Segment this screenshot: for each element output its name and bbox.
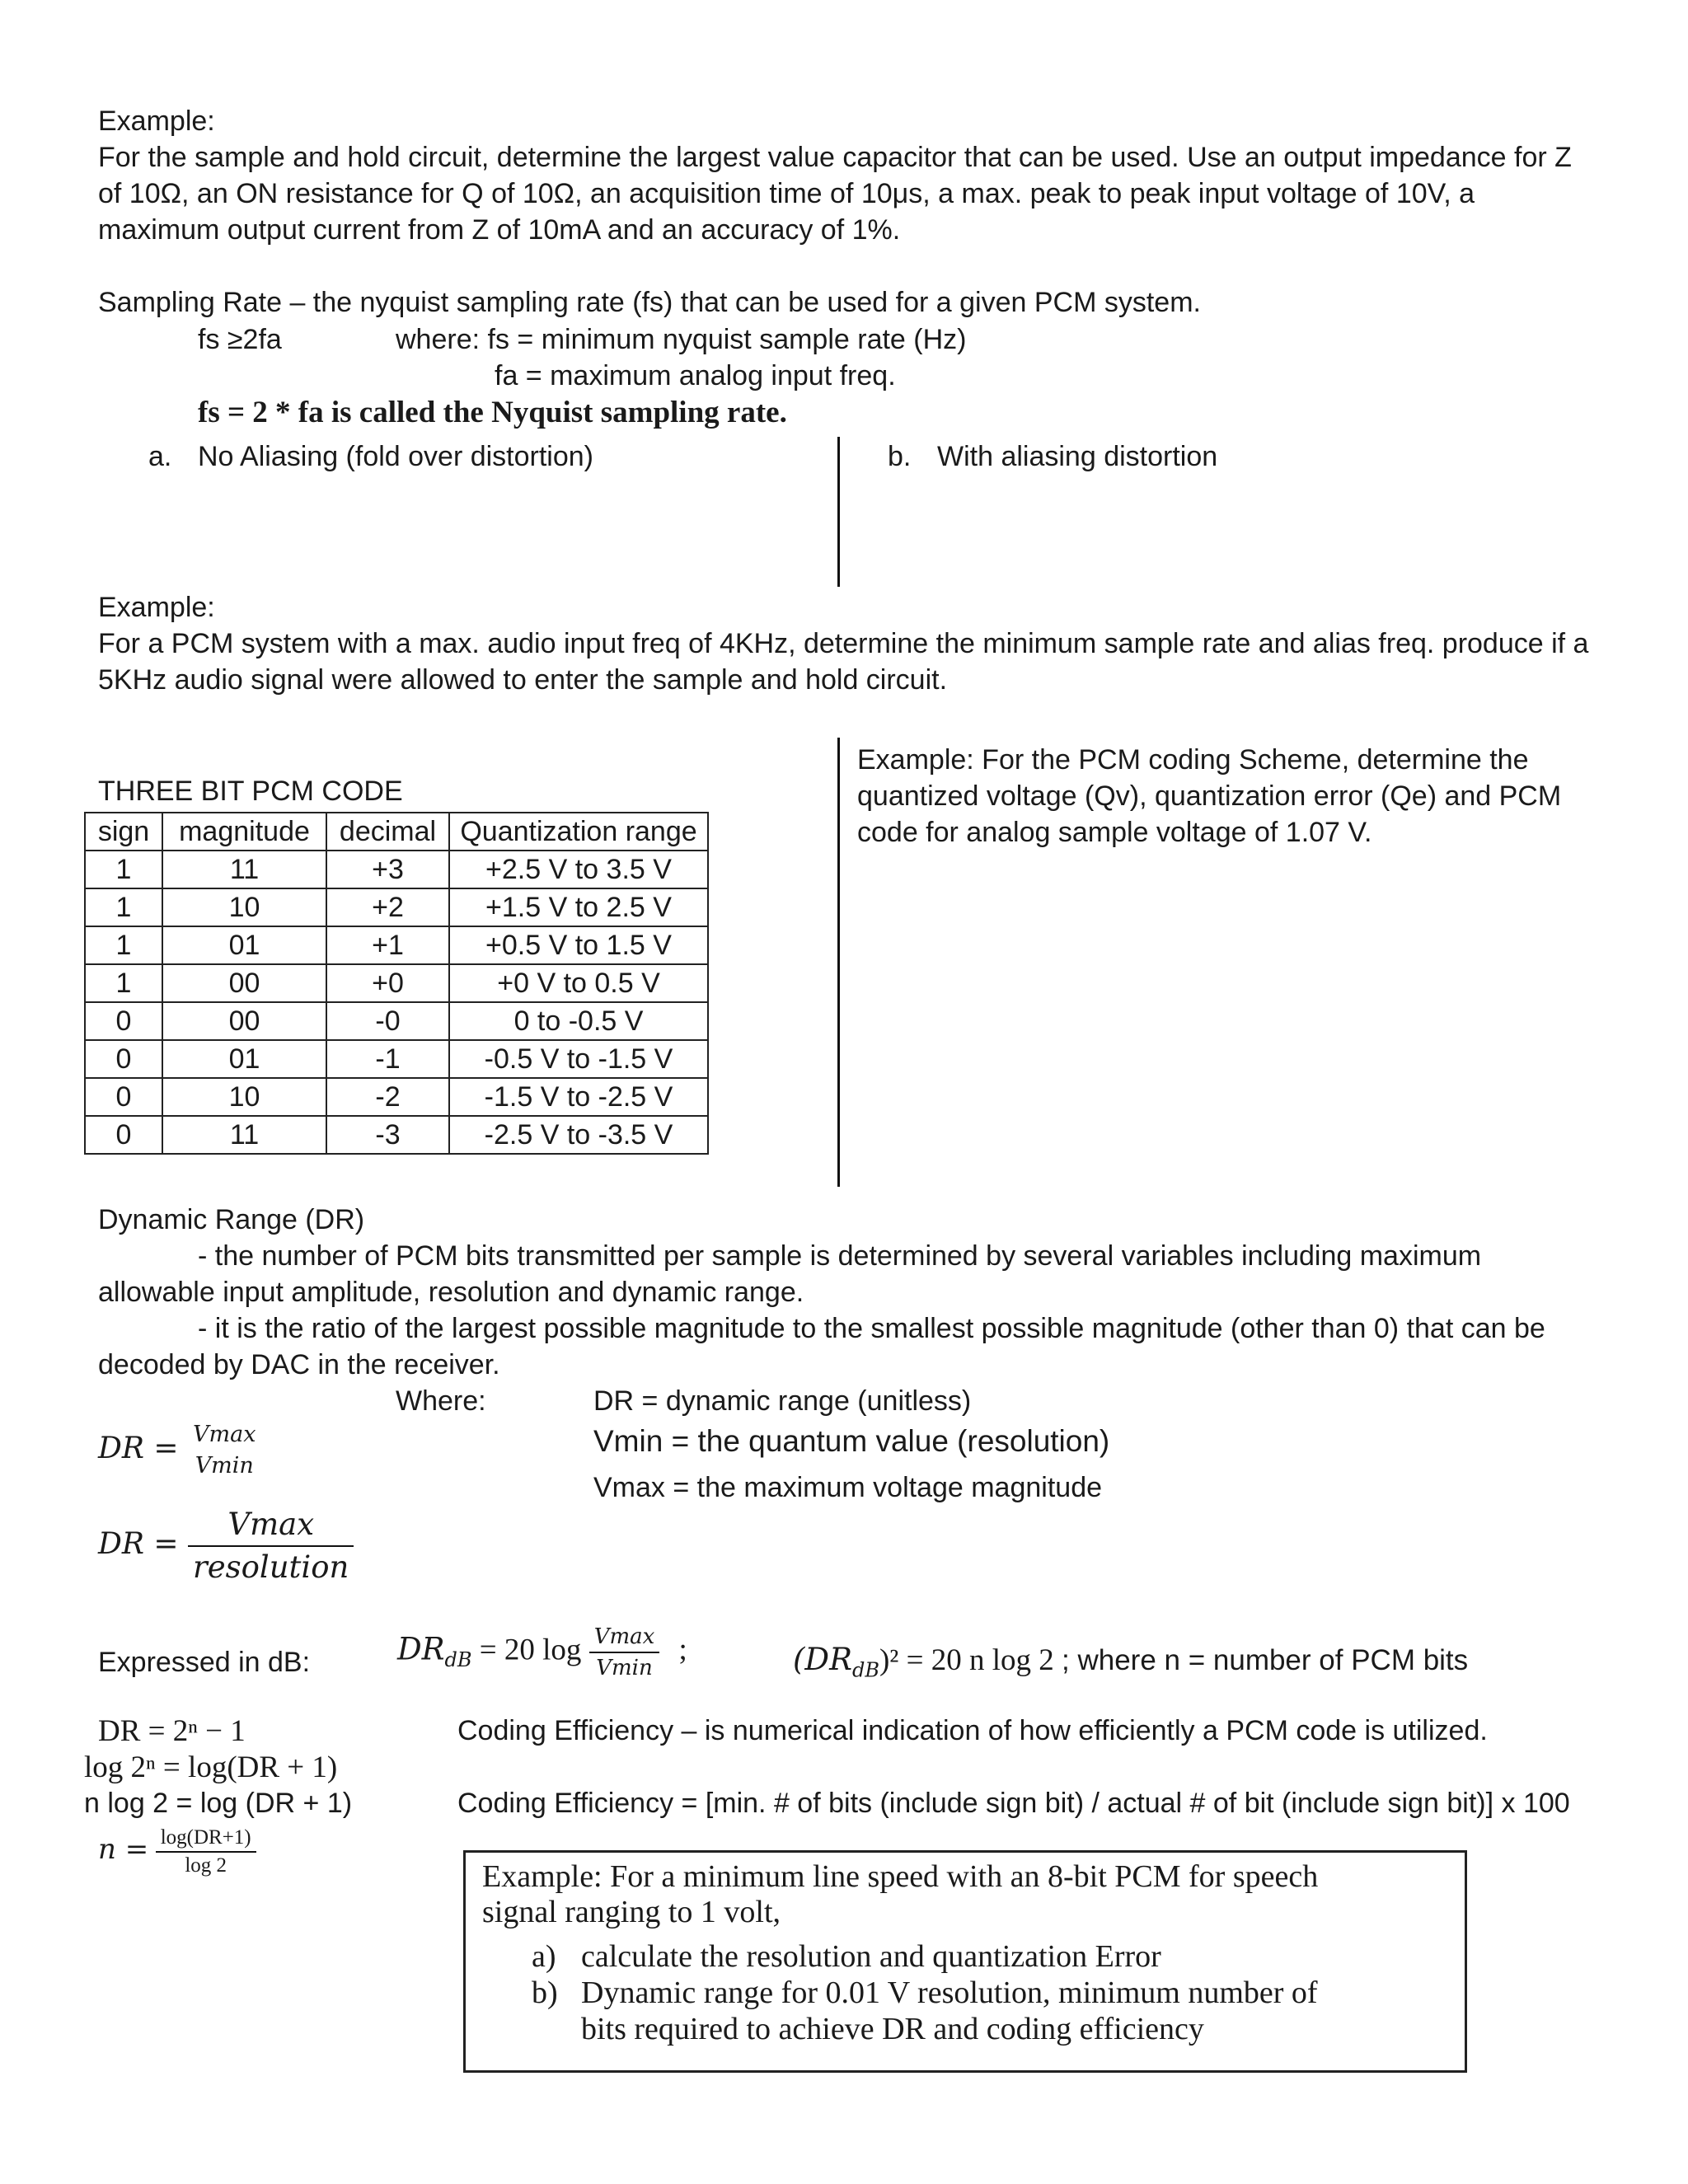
example2-heading: Example:: [98, 592, 215, 623]
cell-range: +1.5 V to 2.5 V: [449, 888, 708, 926]
resolution-denominator: resolution: [193, 1549, 349, 1585]
semicolon: ;: [678, 1633, 687, 1667]
cell-magnitude: 11: [162, 1116, 326, 1154]
cell-sign: 0: [85, 1040, 162, 1078]
dr-db2-subscript: dB: [851, 1658, 879, 1682]
example4-line-1: Example: For a minimum line speed with an 8-bit PCM for speech: [482, 1859, 1319, 1894]
dynamic-range-line-4: decoded by DAC in the receiver.: [98, 1349, 500, 1380]
header-decimal: decimal: [326, 813, 449, 851]
table-header-row: [85, 813, 708, 851]
coding-efficiency-formula: Coding Efficiency = [min. # of bits (include sign bit) / actual # of bit (include sign bit)] x 100: [457, 1788, 1570, 1819]
cell-sign: 1: [85, 926, 162, 964]
equals-sign: =: [153, 1527, 179, 1561]
dr-2n-minus-1: DR = 2ⁿ − 1: [98, 1714, 246, 1748]
cell-magnitude: 01: [162, 1040, 326, 1078]
cell-range: -0.5 V to -1.5 V: [449, 1040, 708, 1078]
example2-line-2: 5KHz audio signal were allowed to enter the sample and hold circuit.: [98, 664, 948, 696]
cell-magnitude: 10: [162, 1078, 326, 1116]
log-fraction: [156, 1825, 256, 1879]
dr-symbol: DR: [98, 1527, 144, 1561]
dr-resolution-equation: [98, 1504, 354, 1588]
cell-magnitude: 00: [162, 964, 326, 1002]
expressed-in-db-label: Expressed in dB:: [98, 1647, 311, 1678]
column-divider-top: [837, 437, 840, 587]
table-row: [85, 1002, 708, 1040]
table-row: [85, 926, 708, 964]
vmax-numerator: Vmax: [188, 1504, 354, 1547]
example3-line-1: Example: For the PCM coding Scheme, determine the: [857, 744, 1529, 776]
dr-db2-rhs: )² = 20 n log 2: [879, 1643, 1054, 1677]
vmax-over-vmin: [188, 1419, 260, 1482]
cell-magnitude: 10: [162, 888, 326, 926]
log-dr-plus-1: log(DR+1): [156, 1825, 256, 1853]
dr-db-subscript: dB: [444, 1647, 472, 1671]
dynamic-range-line-3: - it is the ratio of the largest possible magnitude to the smallest possible magnitude (other than 0) that can be: [198, 1313, 1545, 1344]
example4-a-text: calculate the resolution and quantization Error: [581, 1939, 1161, 1974]
table-row: [85, 851, 708, 888]
n-lhs: n =: [98, 1833, 149, 1866]
cell-range: -2.5 V to -3.5 V: [449, 1116, 708, 1154]
header-magnitude: magnitude: [162, 813, 326, 851]
sampling-formula: fs ≥2fa: [198, 324, 282, 355]
dynamic-range-title: Dynamic Range (DR): [98, 1204, 365, 1235]
cell-range: +0 V to 0.5 V: [449, 964, 708, 1002]
dynamic-range-line-1: - the number of PCM bits transmitted per sample is determined by several variables including maximum: [198, 1240, 1482, 1272]
table-row: [85, 964, 708, 1002]
cell-decimal: -3: [326, 1116, 449, 1154]
cell-sign: 0: [85, 1078, 162, 1116]
cell-range: 0 to -0.5 V: [449, 1002, 708, 1040]
cell-decimal: +1: [326, 926, 449, 964]
cell-sign: 0: [85, 1002, 162, 1040]
dynamic-range-line-2: allowable input amplitude, resolution and dynamic range.: [98, 1277, 804, 1308]
column-divider-middle: [837, 738, 840, 1187]
example1-line-3: maximum output current from Z of 10mA and an accuracy of 1%.: [98, 214, 901, 246]
sampling-title: Sampling Rate – the nyquist sampling rate (fs) that can be used for a given PCM system.: [98, 287, 1201, 318]
dr-db-squared-equation: [793, 1640, 1468, 1690]
item-a-no-aliasing: No Aliasing (fold over distortion): [198, 441, 594, 472]
cell-sign: 1: [85, 964, 162, 1002]
sampling-where-fa: fa = maximum analog input freq.: [495, 360, 896, 391]
dr-vmin-equation: [98, 1419, 260, 1482]
cell-magnitude: 11: [162, 851, 326, 888]
cell-sign: 0: [85, 1116, 162, 1154]
cell-range: +2.5 V to 3.5 V: [449, 851, 708, 888]
cell-sign: 1: [85, 851, 162, 888]
dr-db2-lhs: (DR: [793, 1642, 852, 1677]
table-row: [85, 1078, 708, 1116]
cell-decimal: +0: [326, 964, 449, 1002]
definition-vmax: Vmax = the maximum voltage magnitude: [593, 1472, 1103, 1503]
cell-decimal: +2: [326, 888, 449, 926]
sampling-where-fs: where: fs = minimum nyquist sample rate (Hz): [396, 324, 967, 355]
vmax-numerator: Vmax: [589, 1622, 660, 1653]
example4-a-marker: a): [532, 1939, 556, 1974]
table-row: [85, 888, 708, 926]
table-row: [85, 1040, 708, 1078]
twenty-log: = 20 log: [471, 1633, 582, 1667]
cell-decimal: +3: [326, 851, 449, 888]
example2-line-1: For a PCM system with a max. audio input freq of 4KHz, determine the minimum sample rate and alias freq. produce if a: [98, 628, 1589, 659]
cell-magnitude: 01: [162, 926, 326, 964]
example4-b-text: Dynamic range for 0.01 V resolution, minimum number of: [581, 1975, 1318, 2010]
example1-line-2: of 10Ω, an ON resistance for Q of 10Ω, an acquisition time of 10μs, a max. peak to peak input voltage of 10V, a: [98, 178, 1475, 209]
dr-db2-note: ; where n = number of PCM bits: [1062, 1644, 1469, 1676]
cell-range: -1.5 V to -2.5 V: [449, 1078, 708, 1116]
log-2-denominator: log 2: [185, 1854, 227, 1877]
vmin-denominator: Vmin: [195, 1453, 254, 1479]
dr-symbol: DR: [98, 1432, 144, 1465]
definition-dr: DR = dynamic range (unitless): [593, 1385, 972, 1417]
vmax-over-vmin-db: [589, 1622, 660, 1683]
pcm-code-table: [84, 812, 709, 1155]
example4-b-marker: b): [532, 1975, 558, 2010]
cell-decimal: -2: [326, 1078, 449, 1116]
cell-range: +0.5 V to 1.5 V: [449, 926, 708, 964]
log-2n-equation: log 2ⁿ = log(DR + 1): [84, 1750, 338, 1784]
n-log-2-equation: n log 2 = log (DR + 1): [84, 1788, 353, 1819]
item-b-marker: b.: [888, 441, 912, 472]
example1-heading: Example:: [98, 105, 215, 137]
vmax-over-resolution: [188, 1504, 354, 1588]
table-row: [85, 1116, 708, 1154]
vmin-denominator: Vmin: [596, 1656, 653, 1680]
cell-sign: 1: [85, 888, 162, 926]
cell-decimal: -0: [326, 1002, 449, 1040]
cell-magnitude: 00: [162, 1002, 326, 1040]
dr-db-equation: [397, 1622, 687, 1683]
header-quantization-range: Quantization range: [449, 813, 708, 851]
definition-vmin: Vmin = the quantum value (resolution): [593, 1424, 1110, 1458]
item-b-with-aliasing: With aliasing distortion: [937, 441, 1218, 472]
example3-line-2: quantized voltage (Qv), quantization error (Qe) and PCM: [857, 780, 1562, 812]
example4-b-text-2: bits required to achieve DR and coding efficiency: [581, 2012, 1204, 2046]
equals-sign: =: [153, 1432, 179, 1465]
example4-line-2: signal ranging to 1 volt,: [482, 1895, 781, 1929]
pcm-table-title: THREE BIT PCM CODE: [98, 776, 403, 807]
item-a-marker: a.: [148, 441, 172, 472]
n-equation: [98, 1823, 256, 1879]
dr-db-symbol: DR: [397, 1631, 445, 1667]
where-label: Where:: [396, 1385, 486, 1417]
example3-line-3: code for analog sample voltage of 1.07 V.: [857, 817, 1372, 848]
cell-decimal: -1: [326, 1040, 449, 1078]
header-sign: sign: [85, 813, 162, 851]
example1-line-1: For the sample and hold circuit, determine the largest value capacitor that can be used. Use an output impedance for Z: [98, 142, 1572, 173]
vmax-numerator: Vmax: [193, 1422, 256, 1447]
coding-efficiency-definition: Coding Efficiency – is numerical indication of how efficiently a PCM code is utilized.: [457, 1715, 1488, 1746]
nyquist-statement: fs = 2 * fa is called the Nyquist sampling rate.: [198, 396, 787, 429]
